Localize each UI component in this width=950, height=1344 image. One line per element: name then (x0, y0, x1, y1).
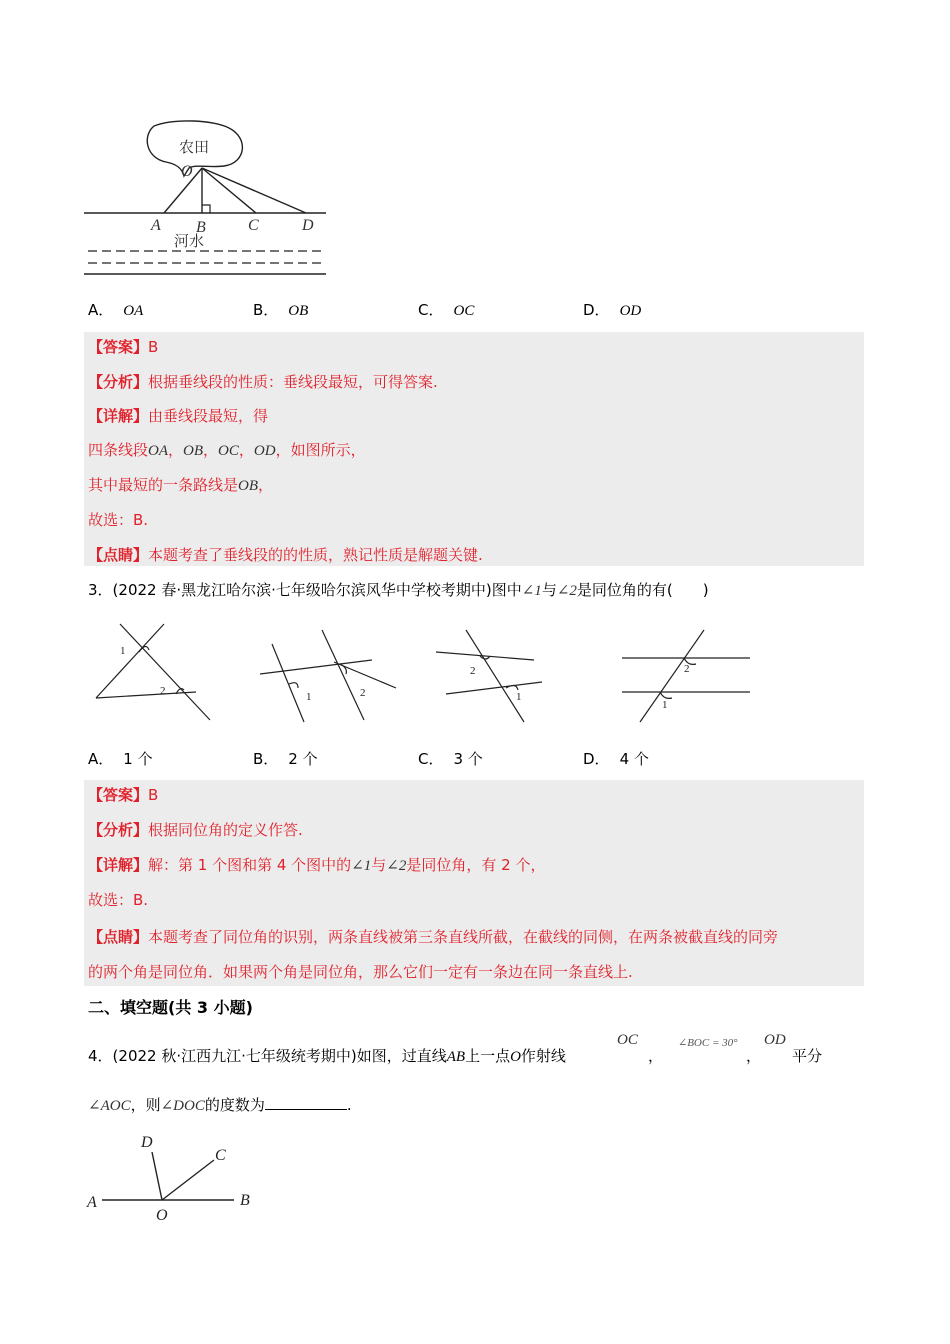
q4-label-c: C (215, 1147, 226, 1164)
q2-detail: 【详解】由垂线段最短，得 (88, 407, 269, 425)
q3-fig3-label-1: 1 (516, 691, 522, 703)
q3-answer: 【答案】B (88, 786, 159, 804)
q4-label-a: A (87, 1194, 97, 1211)
q3-comment: 【点睛】本题考查了同位角的识别，两条直线被第三条直线所截，在截线的同侧，在两条被截直线的同旁 (88, 928, 779, 946)
q2-option-b[interactable]: B． OB (253, 301, 309, 319)
q3-analysis: 【分析】根据同位角的定义作答. (88, 821, 303, 839)
q3-fig4-label-1: 1 (662, 699, 668, 711)
q2-detail-line3: 其中最短的一条路线是OB， (88, 476, 274, 494)
point-c-label: C (248, 217, 259, 234)
q2-option-d[interactable]: D． OD (583, 301, 642, 319)
q3-solution-box (84, 780, 864, 986)
q3-figure-3 (436, 630, 542, 722)
q3-option-b[interactable]: B． 2 个 (253, 750, 318, 768)
q3-option-c[interactable]: C． 3 个 (418, 750, 483, 768)
q4-figure (84, 1128, 264, 1228)
q2-answer: 【答案】B (88, 338, 159, 356)
q4-boc: ∠BOC = 30° (678, 1037, 738, 1049)
q3-figure-2 (260, 630, 396, 722)
q4-label-d: D (141, 1134, 153, 1151)
q4-comma2: ， (746, 1047, 762, 1065)
q3-fig3-label-2: 2 (470, 665, 476, 677)
q3-option-d[interactable]: D． 4 个 (583, 750, 649, 768)
q4-stem-line1: 4．(2022 秋·江西九江·七年级统考期中)如图，过直线AB上一点O作射线 (88, 1047, 566, 1065)
field-label: 农田 (179, 140, 210, 156)
q3-fig2-label-2: 2 (360, 687, 366, 699)
point-d-label: D (302, 217, 314, 234)
q2-comment: 【点睛】本题考查了垂线段的的性质，熟记性质是解题关键. (88, 546, 483, 564)
q2-analysis: 【分析】根据垂线段的性质：垂线段最短，可得答案. (88, 373, 438, 391)
section-title: 二、填空题(共 3 小题) (88, 998, 253, 1017)
q3-detail: 【详解】解：第 1 个图和第 4 个图中的∠1与∠2是同位角，有 2 个， (88, 856, 546, 874)
river-field-figure (84, 118, 334, 278)
q3-fig4-label-2: 2 (684, 663, 690, 675)
point-a-label: A (151, 217, 161, 234)
q3-option-a[interactable]: A． 1 个 (88, 750, 153, 768)
q4-stem-line2: ∠AOC，则∠DOC的度数为 . (88, 1096, 352, 1114)
q4-label-b: B (240, 1192, 250, 1209)
q4-label-o: O (156, 1207, 168, 1224)
q3-figure-1 (96, 624, 210, 720)
point-o-label: O (181, 163, 193, 180)
q4-answer-blank[interactable] (265, 1095, 347, 1110)
q3-figure-4 (622, 630, 750, 722)
river-label: 河水 (174, 234, 205, 250)
q3-fig1-label-1: 1 (120, 645, 126, 657)
q2-detail-line2: 四条线段OA，OB，OC，OD，如图所示， (88, 441, 366, 459)
q3-comment-line2: 的两个角是同位角．如果两个角是同位角，那么它们一定有一条边在同一条直线上. (88, 963, 633, 981)
q3-figures (84, 622, 764, 730)
q2-choose: 故选：B. (88, 511, 149, 529)
point-b-label: B (196, 219, 206, 236)
q3-fig2-label-1: 1 (306, 691, 312, 703)
q4-comma1: ， (648, 1047, 664, 1065)
q3-stem: 3．(2022 春·黑龙江哈尔滨·七年级哈尔滨风华中学校考期中)图中∠1与∠2是同位角的有( ) (88, 581, 709, 599)
q4-oc: OC (617, 1032, 638, 1048)
q2-option-c[interactable]: C． OC (418, 301, 475, 319)
q3-choose: 故选：B. (88, 891, 149, 909)
q2-option-a[interactable]: A． OA (88, 301, 144, 319)
q4-bisect: 平分 (792, 1047, 823, 1065)
q3-fig1-label-2: 2 (160, 685, 166, 697)
q4-od: OD (764, 1032, 786, 1048)
